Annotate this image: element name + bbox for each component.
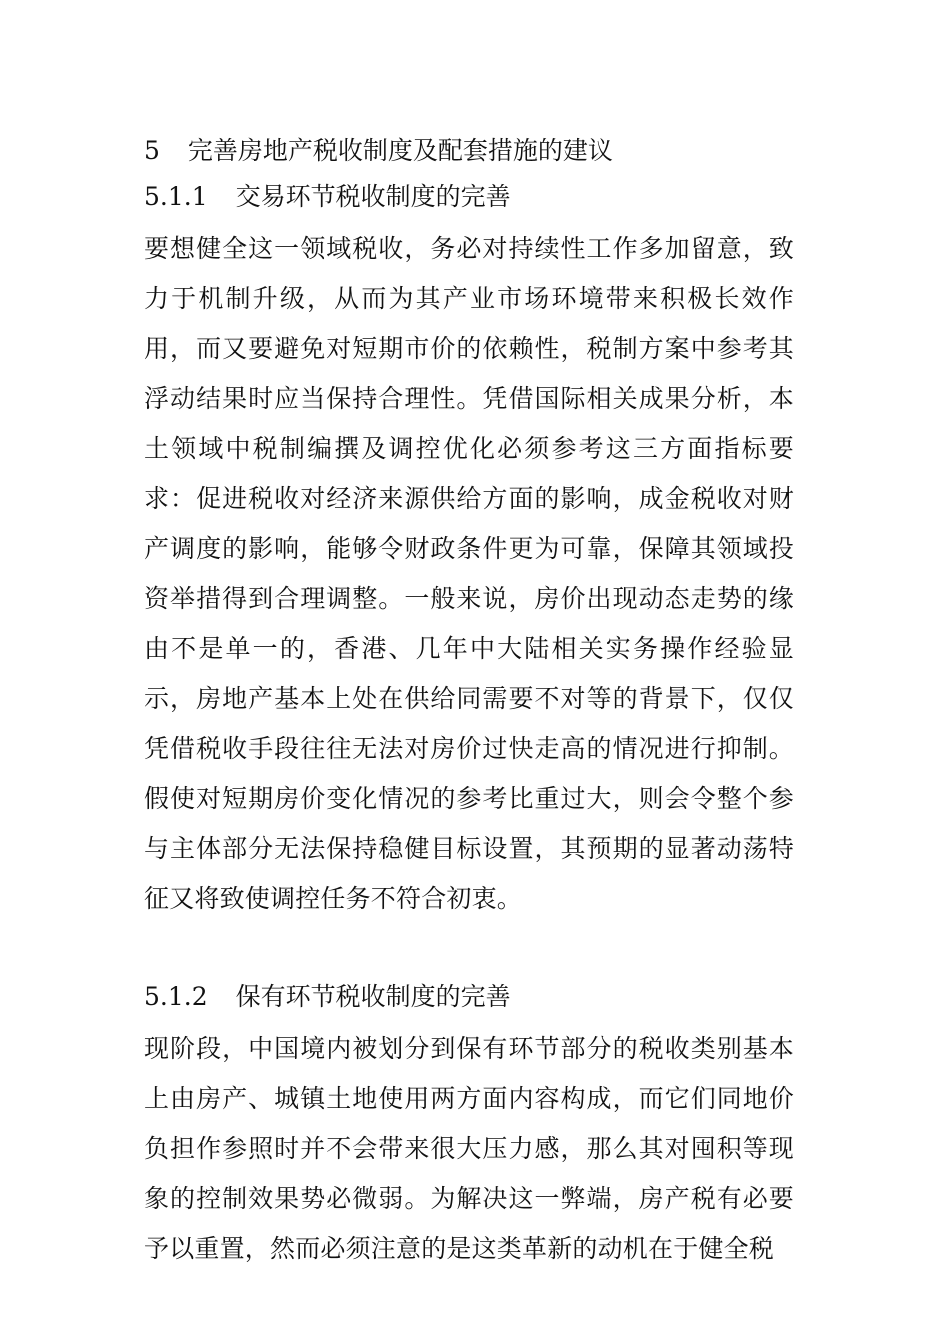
subsection-body-1: 要想健全这一领域税收，务必对持续性工作多加留意，致力于机制升级，从而为其产业市场环境带来积极长效作用，而又要避免对短期市价的依赖性，税制方案中参考其浮动结果时应当保持合理性。凭借国际相关成果分析，本土领域中税制编撰及调控优化必须参考这三方面指标要求：促进税收对经济来源供给方面的影响，成金税收对财产调度的影响，能够令财政条件更为可靠，保障其领域投资举措得到合理调整。一般来说，房价出现动态走势的缘由不是单一的，香港、几年中大陆相关实务操作经验显示，房地产基本上处在供给同需要不对等的背景下，仅仅凭借税收手段往往无法对房价过快走高的情况进行抑制。假使对短期房价变化情况的参考比重过大，则会令整个参与主体部分无法保持稳健目标设置，其预期的显著动荡特征又将致使调控任务不符合初衷。 — [144, 234, 794, 913]
section-number: 5 — [144, 136, 160, 165]
subsection-title-2: 保有环节税收制度的完善 — [235, 982, 511, 1011]
subsection-number-1: 5.1.1 — [144, 182, 208, 211]
subsection-number-2: 5.1.2 — [144, 982, 208, 1011]
subsection-title-1: 交易环节税收制度的完善 — [235, 182, 511, 211]
document-content — [144, 128, 794, 1274]
subsection-heading-2 — [144, 974, 794, 1020]
subsection-body-2: 现阶段，中国境内被划分到保有环节部分的税收类别基本上由房产、城镇土地使用两方面内容构成，而它们同地价负担作参照时并不会带来很大压力感，那么其对囤积等现象的控制效果势必微弱。为解决这一弊端，房产税有必要予以重置，然而必须注意的是这类革新的动机在于健全税 — [144, 1034, 794, 1263]
subsection-heading-1 — [144, 174, 794, 220]
section-heading — [144, 128, 794, 174]
section-title: 完善房地产税收制度及配套措施的建议 — [187, 136, 613, 165]
